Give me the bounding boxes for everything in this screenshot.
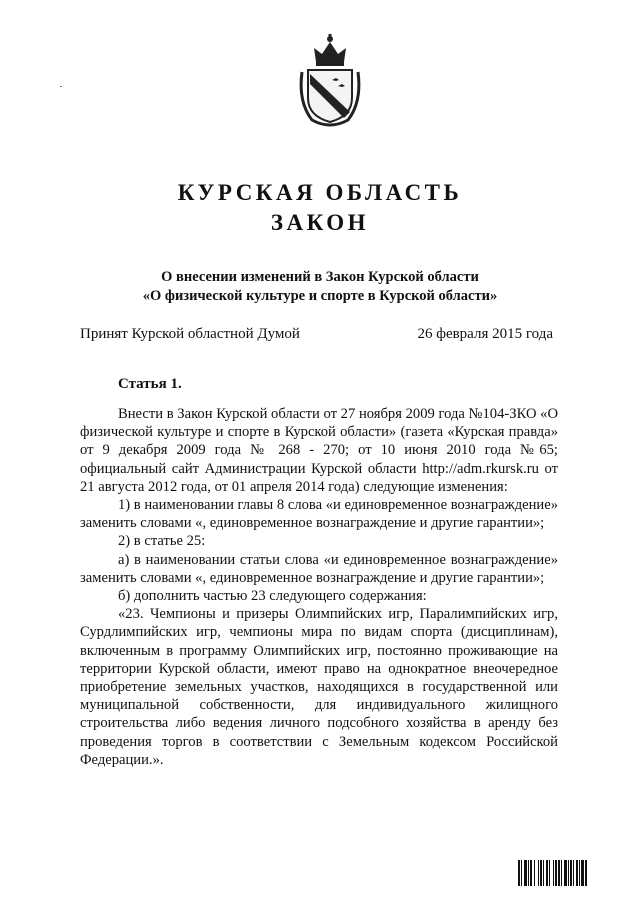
adoption-line [80,326,553,343]
article-paragraph: «23. Чемпионы и призеры Олимпийских игр, Паралимпийских игр, Сурдлимпийских игр, чемпионы мира по видам спорта (дисциплинам), включенным в программу Олимпийских игр, постоянно проживающие на территории Курской области, имеют право на однократное внеочередное приобретение земельных участков, находящихся в государственной или муниципальной собственности, для индивидуального жилищного строительства либо ведения личного подсобного хозяйства в аренду без проведения торгов в соответствии с Земельным кодексом Российской Федерации.». [80,606,558,768]
law-title-line-2: «О физической культуре и спорте в Курской области» [142,288,498,304]
article-paragraph: б) дополнить частью 23 следующего содержания: [118,588,427,605]
article-paragraph: 1) в наименовании главы 8 слова «и единовременное вознаграждение» заменить словами «, единовременное вознаграждение и другие гарантии»; [80,497,558,532]
document-type-heading: ЗАКОН [270,210,370,235]
kursk-coat-of-arms-icon [298,32,362,128]
article-paragraph: 2) в статье 25: [118,533,206,550]
adoption-date: 26 февраля 2015 года [417,326,553,342]
article-paragraph: Внести в Закон Курской области от 27 ноября 2009 года №104-ЗКО «О физической культуре и спорте в Курской области» (газета «Курская правда» от 9 декабря 2009 года № 268 - 270; от 10 июня 2010 года №65; официальный сайт Администрации Курской области http://adm.rkursk.ru от 21 августа 2012 года, от 01 апреля 2014 года) следующие изменения: [80,406,558,495]
region-heading: КУРСКАЯ ОБЛАСТЬ [177,180,463,205]
article-title: Статья 1. [118,376,182,392]
scan-speck [60,86,62,87]
article-body [80,405,558,769]
barcode-icon [518,860,614,886]
adopted-by: Принят Курской областной Думой [80,326,300,342]
law-title-line-1: О внесении изменений в Закон Курской области [161,269,479,285]
law-title [0,268,640,306]
article-paragraph: а) в наименовании статьи слова «и единовременное вознаграждение» заменить словами «, единовременное вознаграждение и другие гарантии»; [80,551,558,586]
